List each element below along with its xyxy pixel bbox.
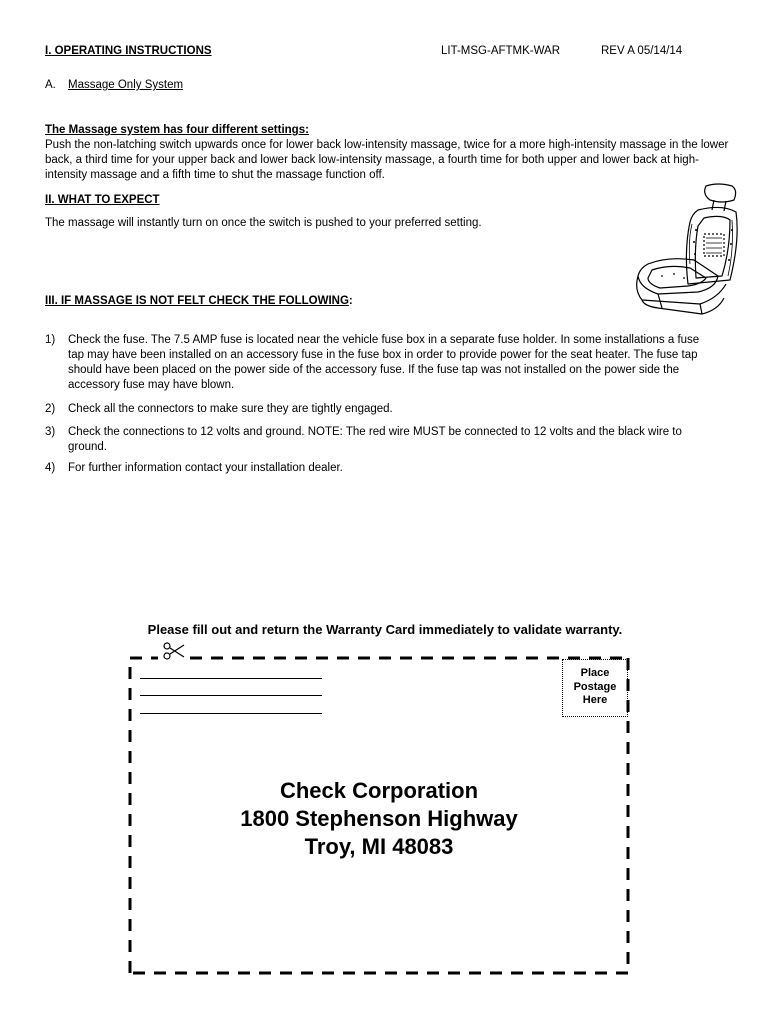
list-item-number: 4) — [45, 462, 56, 474]
section-title-operating-instructions: I. OPERATING INSTRUCTIONS — [45, 45, 212, 57]
subsection-a-number: A. — [45, 79, 56, 91]
stamp-line-here: Here — [582, 694, 608, 706]
what-to-expect-heading: II. WHAT TO EXPECT — [45, 194, 160, 206]
troubleshoot-heading-text: III. IF MASSAGE IS NOT FELT CHECK THE FOLLOWING — [45, 295, 349, 307]
list-item-text: Check the fuse. The 7.5 AMP fuse is located near the vehicle fuse box in a separate fuse holder. In some installations a fuse tap may have been installed on an accessory fuse in the fuse box in order to provide power for the seat heater. The fuse tap should have been placed on the power side of the accessory fuse. If the fuse tap was not installed on the power side the accessory fuse may have blown. — [68, 334, 700, 391]
settings-body: Push the non-latching switch upwards once for lower back low-intensity massage, twice for a more high-intensity massage in the lower back, a third time for your upper back and lower back low-intensity massage, a fourth time for both upper and lower back at high-intensity massage and a fifth time to shut the massage function off. — [45, 139, 729, 181]
recipient-address — [130, 777, 628, 861]
recipient-name: Check Corporation — [279, 778, 479, 803]
address-line-3[interactable] — [140, 713, 322, 714]
address-line-1[interactable] — [140, 678, 322, 679]
troubleshoot-heading — [45, 294, 353, 309]
stamp-line-place: Place — [580, 667, 610, 679]
address-line-2[interactable] — [140, 695, 322, 696]
troubleshoot-heading-colon: : — [348, 295, 353, 307]
warranty-note: Please fill out and return the Warranty Card immediately to validate warranty. — [147, 622, 623, 637]
subsection-a-title: Massage Only System — [68, 79, 184, 91]
list-item-number: 1) — [45, 334, 56, 346]
list-item-number: 3) — [45, 426, 56, 438]
scissors-icon — [164, 643, 184, 659]
list-item-text: For further information contact your installation dealer. — [68, 462, 343, 474]
postage-stamp-box — [562, 659, 628, 717]
revision-label: REV A 05/14/14 — [601, 45, 683, 57]
list-item-text: Check all the connectors to make sure they are tightly engaged. — [68, 403, 393, 415]
list-item-text: Check the connections to 12 volts and ground. NOTE: The red wire MUST be connected to 12 volts and the black wire to ground. — [68, 426, 682, 453]
massage-seat-illustration — [618, 180, 748, 318]
what-to-expect-body: The massage will instantly turn on once the switch is pushed to your preferred setting. — [45, 217, 482, 229]
recipient-street: 1800 Stephenson Highway — [240, 806, 518, 831]
list-item-number: 2) — [45, 403, 56, 415]
stamp-line-postage: Postage — [573, 680, 617, 693]
settings-heading: The Massage system has four different settings: — [45, 124, 309, 136]
document-code: LIT-MSG-AFTMK-WAR — [441, 45, 561, 57]
recipient-city: Troy, MI 48083 — [304, 834, 454, 859]
